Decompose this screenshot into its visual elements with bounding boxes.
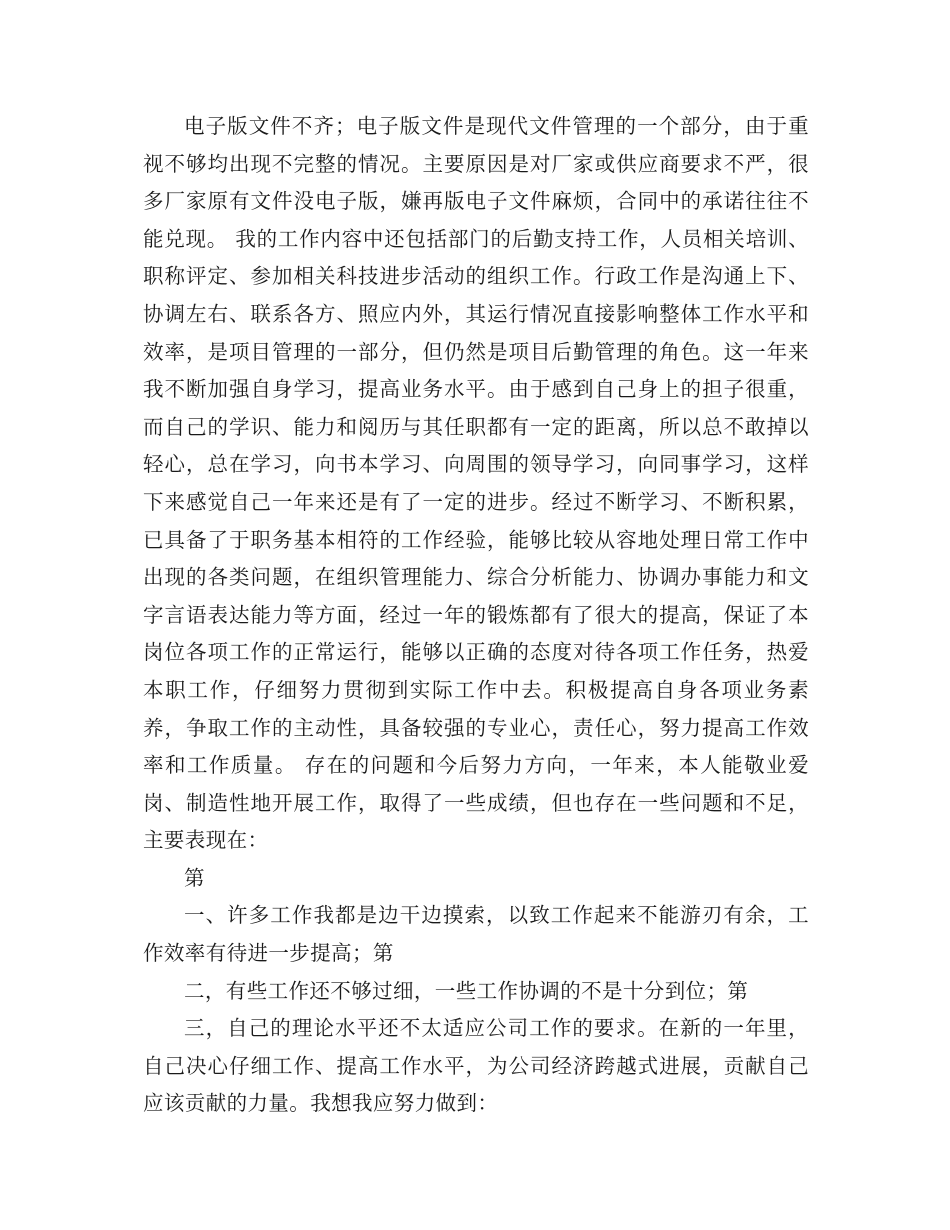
paragraph-main: 电子版文件不齐；电子版文件是现代文件管理的一个部分，由于重视不够均出现不完整的情况。主要原因是对厂家或供应商要求不严，很多厂家原有文件没电子版，嫌再版电子文件麻烦，合同中的承诺往往不能兑现。 我的工作内容中还包括部门的后勤支持工作，人员相关培训、职称评定、参加相关科技进步活动的组织工作。行政工作是沟通上下、协调左右、联系各方、照应内外，其运行情况直接影响整体工作水平和效率，是项目管理的一部分，但仍然是项目后勤管理的角色。这一年来我不断加强自身学习，提高业务水平。由于感到自己身上的担子很重，而自己的学识、能力和阅历与其任职都有一定的距离，所以总不敢掉以轻心，总在学习，向书本学习、向周围的领导学习，向同事学习，这样下来感觉自己一年来还是有了一定的进步。经过不断学习、不断积累，已具备了于职务基本相符的工作经验，能够比较从容地处理日常工作中出现的各类问题，在组织管理能力、综合分析能力、协调办事能力和文字言语表达能力等方面，经过一年的锻炼都有了很大的提高，保证了本岗位各项工作的正常运行，能够以正确的态度对待各项工作任务，热爱本职工作，仔细努力贯彻到实际工作中去。积极提高自身各项业务素养，争取工作的主动性，具备较强的专业心，责任心，努力提高工作效率和工作质量。 存在的问题和今后努力方向，一年来，本人能敬业爱岗、制造性地开展工作，取得了一些成绩，但也存在一些问题和不足，主要表现在： bbox=[143, 114, 809, 853]
paragraph-issue-three: 三，自己的理论水平还不太适应公司工作的要求。在新的一年里，自己决心仔细工作、提高工作水平，为公司经济跨越式进展，贡献自己应该贡献的力量。我想我应努力做到： bbox=[143, 1016, 809, 1116]
paragraph-issue-two: 二，有些工作还不够过细，一些工作协调的不是十分到位；第 bbox=[184, 978, 749, 1003]
paragraph-issue-one: 一、许多工作我都是边干边摸索，以致工作起来不能游刃有余，工作效率有待进一步提高；第 bbox=[143, 903, 809, 966]
document-body bbox=[143, 108, 809, 1123]
paragraph-ordinal: 第 bbox=[184, 865, 205, 890]
